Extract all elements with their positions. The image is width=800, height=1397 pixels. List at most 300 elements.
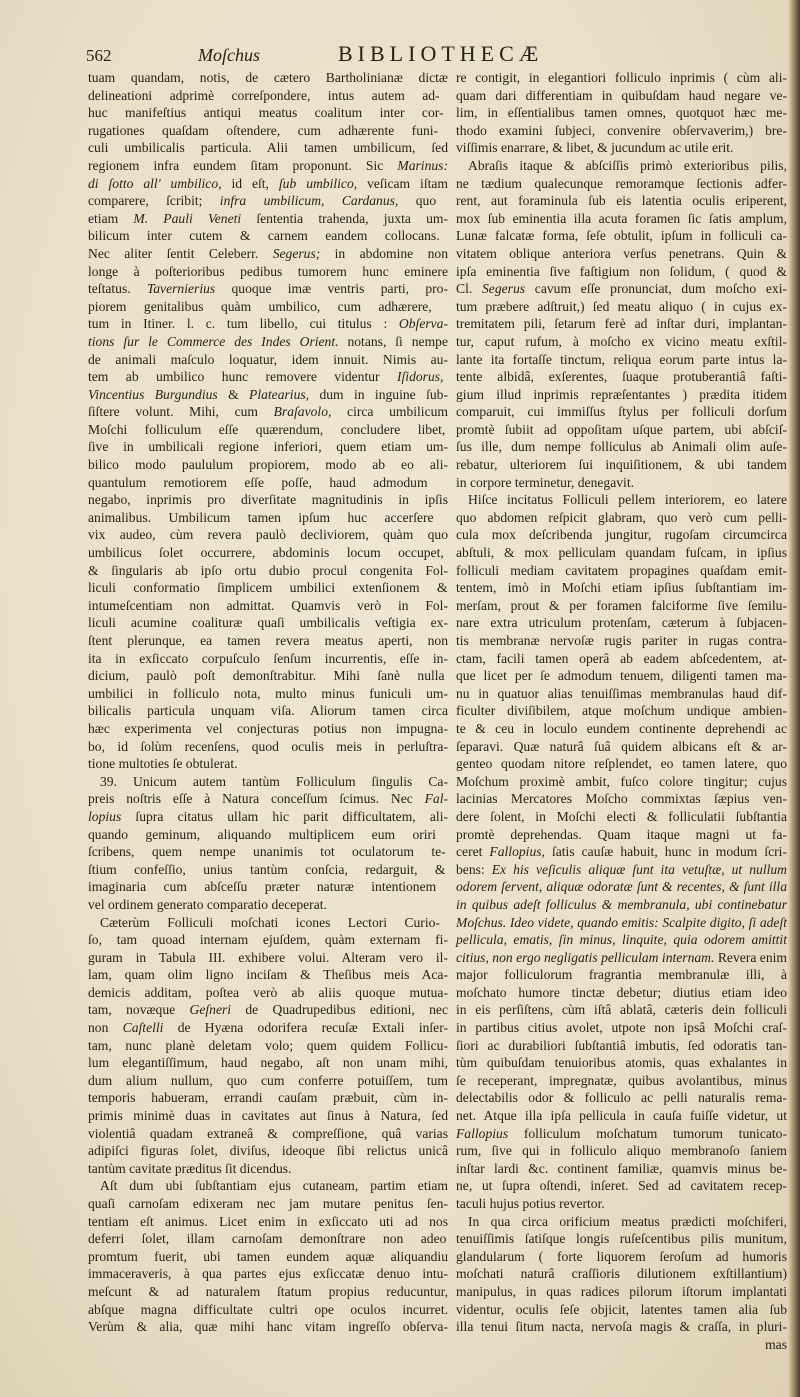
line-text bbox=[88, 245, 448, 263]
text-line bbox=[456, 1142, 787, 1160]
text-run: ſcribens, quem nempe unanimis tot oculatorum te- bbox=[88, 844, 446, 860]
text-run: tem ab umbilico hunc removere videntur bbox=[88, 369, 397, 385]
line-text bbox=[88, 597, 448, 615]
text-line bbox=[88, 966, 448, 984]
paragraph bbox=[88, 914, 448, 1178]
text-run: dere ſolent, in Moſchi electi & folliculatii ſubſtantia bbox=[456, 808, 787, 824]
line-text bbox=[456, 1318, 787, 1336]
text-line bbox=[88, 861, 448, 879]
text-line bbox=[456, 263, 787, 281]
text-line bbox=[88, 544, 448, 562]
text-line bbox=[88, 1160, 448, 1178]
text-run: notans, ſi nempe bbox=[338, 333, 448, 349]
line-text bbox=[456, 263, 787, 281]
text-line bbox=[456, 122, 787, 140]
text-line bbox=[456, 333, 787, 351]
text-run: regionem infra eundem ſitam proponunt. Sic bbox=[88, 157, 398, 173]
line-text bbox=[88, 403, 448, 421]
text-line bbox=[88, 579, 448, 597]
paragraph bbox=[456, 69, 787, 157]
text-run: tùm quibuſdam tenuioribus atomis, quas exhalantes in bbox=[456, 1055, 787, 1071]
text-line bbox=[456, 491, 787, 509]
text-run: Moſchum proximè ambit, fuſco colore tingitur; cujus bbox=[456, 773, 787, 789]
text-run: major folliculorum fragrantia membranulæ illi, à bbox=[456, 967, 787, 983]
page-title: BIBLIOTHECÆ bbox=[338, 41, 544, 66]
text-line bbox=[456, 790, 787, 808]
line-text bbox=[88, 157, 448, 175]
text-line bbox=[456, 614, 787, 632]
text-run: lam, quam olim ligno inciſam & Theſibus meis Aca- bbox=[88, 967, 448, 983]
text-line bbox=[456, 685, 787, 703]
text-line bbox=[88, 614, 448, 632]
italic-text-run: Caſtelli bbox=[122, 1020, 164, 1036]
text-run: ſe receperant, impregnatæ, quibus avolantibus, minus bbox=[456, 1072, 787, 1088]
line-text bbox=[456, 1037, 787, 1055]
text-run: vix audeo, cùm revera paulò decliviorem, quàm quo bbox=[88, 527, 448, 543]
text-line bbox=[456, 104, 787, 122]
line-text bbox=[456, 790, 787, 808]
text-run: Abraſis itaque & abſciſſis primò exterioribus pilis, bbox=[468, 157, 787, 173]
text-line bbox=[88, 667, 448, 685]
line-text bbox=[88, 966, 448, 984]
text-run: glandularum ( forte liquorem ſeroſum ad humoris bbox=[456, 1248, 787, 1264]
text-line bbox=[456, 632, 787, 650]
line-text bbox=[456, 1089, 787, 1107]
text-line bbox=[456, 1089, 787, 1107]
text-line bbox=[456, 192, 787, 210]
line-text bbox=[88, 104, 444, 122]
text-line bbox=[88, 263, 448, 281]
line-text bbox=[456, 861, 787, 879]
text-run: gium illud inprimis repræſentantes ) prædita itidem bbox=[456, 386, 787, 402]
text-run: comparuit, cui immiſſus ſtylus per folliculi dorſum bbox=[456, 404, 787, 420]
line-text bbox=[88, 474, 428, 492]
italic-text-run: ſub umbilico, bbox=[278, 175, 358, 191]
text-run: lacinias Mercatores Moſcho commixtas ſæpius ven- bbox=[456, 791, 787, 807]
line-text bbox=[88, 1248, 448, 1266]
line-text bbox=[456, 1301, 787, 1319]
line-text bbox=[88, 298, 432, 316]
text-run: adipiſci figuras ſolet, diviſus, ideoque ſibi relictus unicâ bbox=[88, 1143, 448, 1159]
text-line bbox=[88, 298, 448, 316]
line-text bbox=[456, 1230, 787, 1248]
text-line bbox=[456, 69, 787, 87]
line-text bbox=[456, 878, 787, 896]
text-run: rum, ſive qui in folliculo aliquo membranoſo ſaniem bbox=[456, 1143, 787, 1159]
line-text bbox=[88, 579, 448, 597]
text-line bbox=[456, 984, 787, 1002]
text-run: ſiſtere volunt. Mihi, cum bbox=[88, 404, 274, 420]
text-run: intumeſcentiam non admittat. Quamvis verò in Fol- bbox=[88, 597, 448, 613]
text-run: rebatur, ulteriorem ſui inquiſitionem, & ubi tandem bbox=[456, 457, 787, 473]
text-run: Revera enim bbox=[714, 949, 787, 965]
text-run: preis noſtris eſſe à Natura conceſſum ſcimus. Nec bbox=[88, 791, 425, 807]
text-run: umbilici in folliculo nota, multo minus funiculi um- bbox=[88, 685, 448, 701]
text-line bbox=[88, 1195, 448, 1213]
text-line bbox=[88, 949, 448, 967]
line-text bbox=[456, 192, 787, 210]
text-line bbox=[456, 87, 787, 105]
paragraph bbox=[88, 69, 448, 773]
text-line bbox=[456, 826, 787, 844]
right-text-column bbox=[456, 69, 787, 1336]
text-line bbox=[88, 720, 448, 738]
text-run: tente albidâ, exſerentes, ſuaque protuberantiâ faſti- bbox=[456, 369, 787, 385]
text-run: meſcunt & ad naturalem ſtatum propius reducuntur, bbox=[88, 1283, 448, 1299]
line-text bbox=[88, 386, 448, 404]
text-run: Hiſce incitatus Folliculi pellem interiorem, eo latere bbox=[468, 492, 787, 508]
line-text bbox=[88, 878, 436, 896]
text-run: huc manifeſtius antiqui meatus coalitum inter cor- bbox=[88, 105, 444, 121]
italic-text-run: in quibus adeſt folliculus & membranula, ubi continebatur bbox=[456, 896, 787, 912]
text-run: culi umbilicalis particula. Alii tamen umbilicum, ſed bbox=[88, 140, 448, 156]
text-run: ctam, facili tamen operâ ab eadem abſcedentem, at- bbox=[456, 650, 787, 666]
line-text bbox=[456, 139, 733, 157]
text-run: hæc experimenta vel conjecturas potius non impugna- bbox=[88, 720, 448, 736]
line-text bbox=[456, 826, 787, 844]
text-line bbox=[88, 1213, 448, 1231]
text-line bbox=[88, 1054, 448, 1072]
line-text bbox=[456, 1177, 787, 1195]
line-text bbox=[456, 227, 787, 245]
text-run: merſam, prout & per foramen falciforme ſive ſemilu- bbox=[456, 597, 787, 613]
text-line bbox=[456, 562, 787, 580]
text-line bbox=[88, 139, 448, 157]
text-run: mox ſub eminentia illa acuta foramen ſic ſatis amplum, bbox=[456, 210, 787, 226]
text-run: genteo quodam nitore reſplendet, eo tamen latere, quo bbox=[456, 756, 787, 772]
line-text bbox=[456, 966, 787, 984]
text-run: violentiâ quadam extraneâ & compreſſione, quâ varias bbox=[88, 1125, 448, 1141]
text-run: delectabilis odor & folliculo ac pelli naturalis rema- bbox=[456, 1090, 787, 1106]
line-text bbox=[88, 755, 238, 773]
text-line bbox=[456, 843, 787, 861]
italic-text-run: Fallopius bbox=[456, 1125, 509, 1141]
line-text bbox=[88, 826, 436, 844]
text-line bbox=[88, 509, 448, 527]
line-text bbox=[456, 403, 787, 421]
text-run: liculi conformatio ſimplicem umbilici extenſionem & bbox=[88, 580, 448, 596]
text-line bbox=[456, 808, 787, 826]
text-run: lante ita fortaſſe tinctum, reliqua eorum parte intus la- bbox=[456, 351, 787, 367]
line-text bbox=[88, 1142, 448, 1160]
italic-text-run: Tavernierius bbox=[146, 281, 216, 297]
text-run: lum elegantiſſimum, haud negabo, aſt non unam mihi, bbox=[88, 1055, 448, 1071]
text-line bbox=[456, 966, 787, 984]
text-run: tam, nunc planè deletam volo; quem quidem Follicu- bbox=[88, 1037, 448, 1053]
text-line bbox=[456, 650, 787, 668]
line-text bbox=[88, 1001, 448, 1019]
line-text bbox=[88, 1195, 448, 1213]
text-line bbox=[456, 1195, 787, 1213]
text-run: manipulus, in quas radices pilorum iſtorum implantati bbox=[456, 1283, 787, 1299]
text-run: quoque imæ ventris parti, pro- bbox=[215, 281, 448, 297]
text-run: piorem genitalibus quàm umbilico, cum adhærere, bbox=[88, 298, 432, 314]
italic-text-run: odorem ſervent, aliquæ odoratæ ſunt & recentes, & ſunt illa bbox=[456, 879, 787, 895]
line-text bbox=[456, 1019, 787, 1037]
line-text bbox=[88, 175, 448, 193]
line-text bbox=[88, 333, 448, 351]
page-edge-shadow bbox=[788, 0, 800, 1397]
line-text bbox=[100, 914, 440, 932]
text-run: ſus ille, dum nempe folliculus ab Animali olim auſe- bbox=[456, 439, 787, 455]
text-run: nare extra utriculum protenſam, cæterum à ſubjacen- bbox=[456, 615, 787, 631]
text-run: te & ceu in loculo eundem continente deprehendi ac bbox=[456, 720, 787, 736]
text-run: illa tenui ſitum nacta, nervoſa magis & craſſa, in pluri- bbox=[456, 1319, 787, 1335]
text-run: thodo examini ſubjeci, convenire obſervaverim,) bre- bbox=[456, 122, 787, 138]
text-run: guram in Tabula III. exhibere volui. Alteram vero il- bbox=[88, 949, 448, 965]
text-line bbox=[456, 1072, 787, 1090]
text-line bbox=[88, 122, 448, 140]
line-text bbox=[456, 1283, 787, 1301]
line-text bbox=[88, 931, 448, 949]
text-line bbox=[456, 421, 787, 439]
text-run: folliculi mediam cavitatem propagines quaſdam emit- bbox=[456, 562, 787, 578]
text-line bbox=[88, 456, 448, 474]
line-text bbox=[456, 579, 787, 597]
text-line bbox=[88, 1089, 448, 1107]
line-text bbox=[88, 650, 448, 668]
text-line bbox=[456, 227, 787, 245]
text-line bbox=[456, 210, 787, 228]
line-text bbox=[88, 1037, 448, 1055]
italic-text-run: Obſerva- bbox=[398, 316, 448, 332]
line-text bbox=[88, 702, 448, 720]
line-text bbox=[88, 632, 448, 650]
text-run: bilicalis particula unquam viſa. Aliorum tamen circa bbox=[88, 703, 448, 719]
text-run: Cl. bbox=[456, 281, 482, 297]
text-run: ſeparavi. Quæ naturâ ſuâ quidem albicans eſt & ar- bbox=[456, 738, 787, 754]
text-run: viſſimis enarrare, & libet, & jucundum ac utile erit. bbox=[456, 140, 734, 156]
text-run: tum in Itiner. l. c. tum libello, cui titulus : bbox=[88, 316, 399, 332]
text-run: Aſt dum ubi ſubſtantiam ejus cutaneam, partim etiam bbox=[100, 1178, 448, 1194]
line-text bbox=[456, 914, 787, 932]
text-run: moſchato humore tinctæ debetur; diutius etiam ideo bbox=[456, 984, 787, 1000]
text-run: longe à poſterioribus pedibus tumorem hunc eminere bbox=[88, 263, 448, 279]
text-line bbox=[456, 1125, 787, 1143]
text-line bbox=[456, 738, 787, 756]
text-line bbox=[456, 1107, 787, 1125]
line-text bbox=[88, 1283, 448, 1301]
text-run: tremitatem pili, ſetarum ferè ad inſtar duri, implantan- bbox=[456, 316, 787, 332]
text-run: tam, novæque bbox=[88, 1002, 190, 1018]
italic-text-run: lopius bbox=[88, 808, 122, 824]
line-text bbox=[88, 790, 448, 808]
text-run: quantulum remotiorem eſſe poſſe, haud admodum bbox=[88, 474, 428, 490]
text-line bbox=[88, 1283, 448, 1301]
line-text bbox=[88, 280, 448, 298]
line-text bbox=[88, 1265, 448, 1283]
text-run: re contigit, in elegantiori folliculo inprimis ( cùm ali- bbox=[456, 70, 787, 85]
text-line bbox=[88, 702, 448, 720]
text-line bbox=[456, 1265, 787, 1283]
text-run: promtè deprehendas. Quam itaque magni ut fa- bbox=[456, 826, 787, 842]
line-text bbox=[456, 1160, 787, 1178]
text-run: & ſingularis ab ipſo ortu dubio procul congenita Fol- bbox=[88, 562, 448, 578]
text-run: teſtatus. bbox=[88, 281, 147, 297]
paragraph bbox=[456, 157, 787, 491]
line-text bbox=[456, 1107, 787, 1125]
italic-text-run: pellicula, ematis, ſin minus, linquite, quia odorem amittit bbox=[456, 932, 787, 948]
text-line bbox=[88, 878, 448, 896]
text-run: quam dari differentiam in quibuſdam haud negare ve- bbox=[456, 87, 787, 103]
text-line bbox=[88, 421, 448, 439]
line-text bbox=[456, 843, 787, 861]
text-run: ne, ut ſupra oſtendi, inſeret. Sed ad cavitatem recep- bbox=[456, 1178, 787, 1194]
text-line bbox=[88, 87, 448, 105]
text-line bbox=[88, 474, 448, 492]
italic-text-run: Geſneri bbox=[189, 1002, 232, 1018]
line-text bbox=[88, 69, 448, 87]
line-text bbox=[88, 456, 448, 474]
line-text bbox=[456, 931, 787, 949]
text-line bbox=[88, 333, 448, 351]
italic-text-run: di ſotto all' umbilico, bbox=[88, 175, 222, 191]
text-run: bo, id ſolùm recenſens, quod oculis meis in perluſtra- bbox=[88, 738, 448, 754]
text-run: primis minimè duas in cavitates aut ſinus à Natura, ſed bbox=[88, 1108, 448, 1124]
line-text bbox=[456, 685, 787, 703]
text-line bbox=[456, 1301, 787, 1319]
text-run: ne tædium qualecunque remoramque ſectionis adfer- bbox=[456, 175, 787, 191]
text-run: id eſt, bbox=[221, 175, 279, 191]
text-line bbox=[88, 1301, 448, 1319]
text-line bbox=[456, 861, 787, 879]
line-text bbox=[456, 210, 787, 228]
line-text bbox=[100, 1177, 448, 1195]
text-line bbox=[456, 386, 787, 404]
text-run: ſtent plerunque, ea tamen revera meatus aperti, non bbox=[88, 633, 448, 648]
line-text bbox=[468, 491, 787, 509]
text-run: demicis additam, poſtea verò ab aliis quoque mutua- bbox=[88, 984, 448, 1000]
text-line bbox=[456, 755, 787, 773]
italic-text-run: tions ſur le Commerce des Indes Orient. bbox=[88, 333, 339, 349]
text-line bbox=[456, 597, 787, 615]
text-run: ceret bbox=[456, 844, 490, 860]
line-text bbox=[88, 738, 448, 756]
text-line bbox=[88, 1177, 448, 1195]
line-text bbox=[456, 614, 787, 632]
text-line bbox=[88, 491, 448, 509]
text-line bbox=[88, 1248, 448, 1266]
line-text bbox=[88, 1019, 448, 1037]
line-text bbox=[88, 1107, 448, 1125]
paragraph bbox=[88, 773, 448, 914]
line-text bbox=[456, 702, 787, 720]
text-line bbox=[88, 245, 448, 263]
text-run: liculi acumine coalituræ quaſi umbilicalis veſtigia ex- bbox=[88, 615, 448, 631]
text-line bbox=[88, 1019, 448, 1037]
text-line bbox=[456, 157, 787, 175]
italic-text-run: infra umbilicum, Cardanus, bbox=[219, 193, 399, 209]
line-text bbox=[456, 298, 787, 316]
text-line bbox=[88, 896, 448, 914]
text-line bbox=[456, 1037, 787, 1055]
text-run: Nec aliter ſentit Celeberr. bbox=[88, 245, 273, 261]
text-run: dum in inguine ſub- bbox=[309, 386, 448, 402]
line-text bbox=[88, 438, 448, 456]
text-run: in partibus citius avolet, utpote non ipsâ Moſchi craſ- bbox=[456, 1020, 787, 1036]
text-run: ſive in umbilicali regione inferiori, quem etiam um- bbox=[88, 439, 448, 455]
line-text bbox=[456, 438, 787, 456]
text-line bbox=[88, 843, 448, 861]
text-run: folliculum moſchatum tumorum tunicato- bbox=[508, 1125, 787, 1141]
text-run: dum alium nullum, quo cum conferre potuiſſem, tum bbox=[88, 1072, 448, 1088]
text-run: net. Atque illa ipſa pellicula in cauſa fuiſſe videtur, ut bbox=[456, 1108, 787, 1124]
italic-text-run: Iſidorus, bbox=[396, 369, 444, 385]
text-line bbox=[456, 1213, 787, 1231]
text-line bbox=[456, 1177, 787, 1195]
text-line bbox=[456, 1160, 787, 1178]
text-line bbox=[456, 280, 787, 298]
text-run: in abdomine non bbox=[320, 245, 448, 261]
text-run: negabo, inprimis pro diverſitate magnitudinis in ipſis bbox=[88, 492, 448, 508]
text-run: immaceraveris, à qua partes ejus exſiccatæ denuo intu- bbox=[88, 1266, 448, 1282]
text-run: ſtium confeſſio, unius tantùm conſcia, redarguit, & bbox=[88, 861, 446, 877]
text-line bbox=[88, 210, 448, 228]
line-text bbox=[456, 667, 787, 685]
line-text bbox=[456, 333, 787, 351]
line-text bbox=[456, 104, 787, 122]
text-line bbox=[88, 386, 448, 404]
text-run: quando geminum, aliquando multiplicem eum oriri bbox=[88, 826, 436, 842]
text-run: abſque magna difficultate cultri ope oculos incurret. bbox=[88, 1301, 448, 1317]
text-line bbox=[456, 1019, 787, 1037]
line-text bbox=[456, 1001, 787, 1019]
text-run: ita in exſiccato corpuſculo ſenſum incurrentis, eſſe in- bbox=[88, 650, 448, 666]
text-run: que licet per ſe admodum tenuem, diligenti tamen ma- bbox=[456, 668, 787, 684]
line-text bbox=[88, 210, 448, 228]
text-run: animalibus. Umbilicum tamen ipſum huc accerſere bbox=[88, 509, 434, 525]
text-line bbox=[88, 175, 448, 193]
line-text bbox=[468, 1213, 787, 1231]
line-text bbox=[456, 421, 787, 439]
line-text bbox=[88, 1160, 292, 1178]
text-run: de animali maſculo loquatur, idem innuit. Nimis au- bbox=[88, 351, 448, 367]
line-text bbox=[456, 1125, 787, 1143]
line-text bbox=[88, 491, 448, 509]
line-text bbox=[456, 315, 787, 333]
text-line bbox=[456, 579, 787, 597]
text-run: ficulter diviſibilem, atque moſchum undique ambien- bbox=[456, 703, 787, 719]
line-text bbox=[456, 456, 787, 474]
line-text bbox=[456, 949, 787, 967]
text-run: vitatem oblique anteriora verſus penetrans. Quin & bbox=[456, 245, 787, 261]
text-line bbox=[456, 667, 787, 685]
text-run: bens: bbox=[456, 861, 492, 877]
line-text bbox=[456, 1072, 787, 1090]
line-text bbox=[456, 738, 787, 756]
text-line bbox=[88, 931, 448, 949]
line-text bbox=[88, 949, 448, 967]
text-run: umbilicus ſolet occurrere, abdominis locum occupet, bbox=[88, 545, 444, 561]
text-line bbox=[456, 298, 787, 316]
text-line bbox=[88, 808, 448, 826]
text-run: quo abdomen reſpicit glabram, quo verò cum pelli- bbox=[456, 509, 787, 525]
text-line bbox=[456, 544, 787, 562]
text-run: 39. Unicum autem tantùm Folliculum ſingulis Ca- bbox=[100, 773, 448, 789]
text-line bbox=[456, 878, 787, 896]
line-text bbox=[456, 562, 787, 580]
text-run: de Hyæna odorifera recuſæ Extali inſer- bbox=[163, 1020, 448, 1036]
line-text bbox=[88, 1318, 448, 1336]
text-line bbox=[88, 1318, 448, 1336]
line-text bbox=[88, 526, 448, 544]
text-line bbox=[88, 403, 448, 421]
line-text bbox=[88, 139, 448, 157]
line-text bbox=[88, 1301, 448, 1319]
paragraph bbox=[88, 1177, 448, 1335]
text-line bbox=[88, 1125, 448, 1143]
text-line bbox=[456, 1248, 787, 1266]
